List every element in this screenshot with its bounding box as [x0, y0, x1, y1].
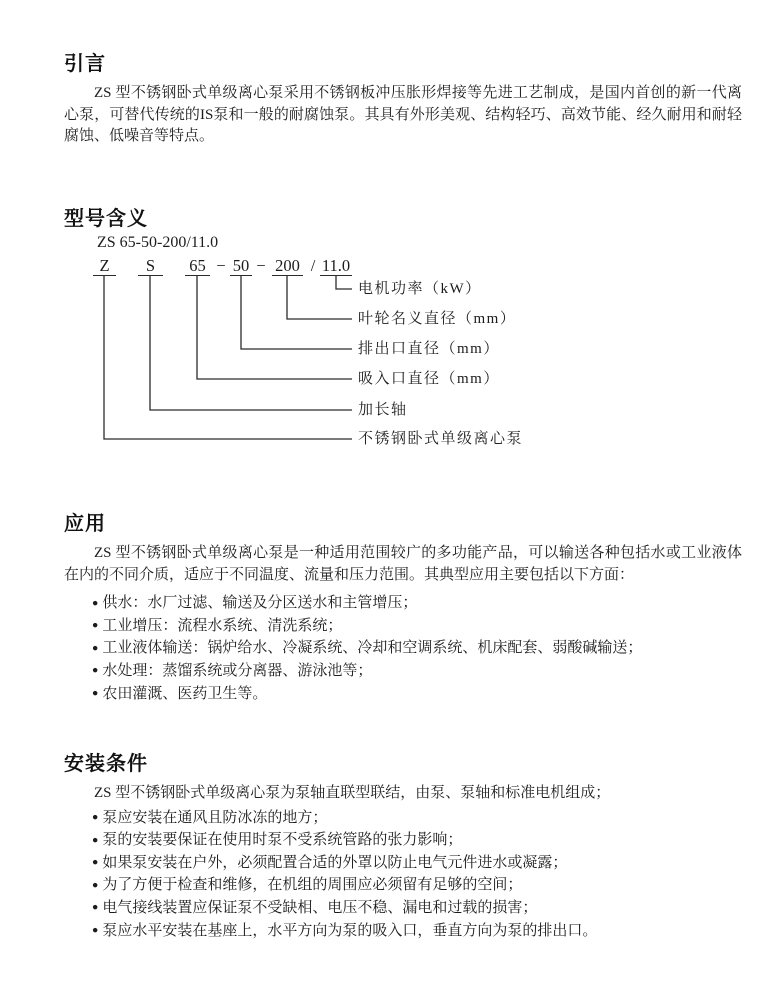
list-item — [92, 830, 742, 853]
bullet-icon: ● — [92, 857, 99, 869]
model-label-suction-diameter: 吸入口直径（mm） — [358, 371, 500, 387]
slash-separator: / — [310, 256, 316, 275]
list-item — [92, 684, 742, 707]
list-item — [92, 898, 742, 921]
bullet-icon: ● — [92, 642, 99, 654]
installation-list — [64, 808, 742, 944]
model-breakdown-diagram — [64, 256, 744, 456]
installation-paragraph: ZS 型不锈钢卧式单级离心泵为泵轴直联型联结，由泵、泵轴和标准电机组成； — [94, 785, 611, 801]
bullet-icon: ● — [92, 925, 99, 937]
bullet-icon: ● — [92, 620, 99, 632]
model-part-discharge: 50 — [230, 256, 252, 276]
model-label-discharge-diameter: 排出口直径（mm） — [358, 341, 500, 357]
list-item — [92, 875, 742, 898]
dash-separator: − — [216, 256, 226, 275]
bullet-icon: ● — [92, 834, 99, 846]
list-item — [92, 853, 742, 876]
dash-separator: − — [256, 256, 266, 275]
model-label-motor-power: 电机功率（kW） — [358, 281, 482, 297]
section-application — [64, 512, 742, 706]
list-item-text: 为了方便于检查和维修，在机组的周围应必须留有足够的空间； — [102, 877, 523, 894]
bullet-icon: ● — [92, 665, 99, 677]
heading-installation-conditions: 安装条件 — [64, 753, 148, 775]
list-item-text: 供水：水厂过滤、输送及分区送水和主管增压； — [102, 595, 418, 612]
bullet-icon: ● — [92, 902, 99, 914]
model-part-suction: 65 — [185, 256, 210, 276]
list-item — [92, 593, 742, 616]
model-part-impeller: 200 — [272, 256, 303, 276]
bullet-icon: ● — [92, 879, 99, 891]
model-label-impeller-diameter: 叶轮名义直径（mm） — [358, 311, 517, 327]
bullet-icon: ● — [92, 597, 99, 609]
list-item-text: 工业增压：流程水系统、清洗系统； — [102, 617, 343, 634]
model-code-example: ZS 65-50-200/11.0 — [97, 234, 219, 251]
list-item-text: 如果泵安装在户外，必须配置合适的外罩以防止电气元件进水或凝露； — [102, 854, 568, 871]
model-label-pump-type: 不锈钢卧式单级离心泵 — [358, 431, 524, 447]
list-item-text: 水处理：蒸馏系统或分离器、游泳池等； — [102, 662, 373, 679]
model-label-extended-shaft: 加长轴 — [358, 402, 408, 418]
list-item — [92, 808, 742, 831]
list-item — [92, 661, 742, 684]
list-item-text: 农田灌溉、医药卫生等。 — [102, 685, 268, 702]
application-paragraph: ZS 型不锈钢卧式单级离心泵是一种适用范围较广的多功能产品，可以输送各种包括水或工业液体在内的不同介质，适应于不同温度、流量和压力范围。其典型应用主要包括以下方面： — [64, 545, 742, 583]
heading-model-meaning: 型号含义 — [64, 208, 148, 230]
section-installation-conditions — [64, 752, 742, 943]
list-item-text: 电气接线装置应保证泵不受缺相、电压不稳、漏电和过载的损害； — [102, 899, 538, 916]
list-item — [92, 638, 742, 661]
model-part-s: S — [138, 256, 163, 276]
list-item — [92, 921, 742, 944]
section-introduction — [64, 52, 742, 148]
list-item-text: 泵的安装要保证在使用时泵不受系统管路的张力影响； — [102, 832, 463, 849]
bullet-icon: ● — [92, 812, 99, 824]
list-item-text: 泵应水平安装在基座上，水平方向为泵的吸入口，垂直方向为泵的排出口。 — [102, 922, 598, 939]
heading-introduction: 引言 — [64, 53, 106, 75]
introduction-paragraph: ZS 型不锈钢卧式单级离心泵采用不锈钢板冲压胀形焊接等先进工艺制成，是国内首创的新一代离心泵，可替代传统的IS泵和一般的耐腐蚀泵。其具有外形美观、结构轻巧、高效节能、经久耐用和耐轻腐蚀、低噪音等特点。 — [64, 85, 742, 145]
bullet-icon: ● — [92, 688, 99, 700]
list-item-text: 泵应安装在通风且防冰冻的地方； — [102, 809, 328, 826]
model-part-z: Z — [93, 256, 116, 276]
list-item — [92, 616, 742, 639]
application-list — [64, 593, 742, 706]
heading-application: 应用 — [64, 513, 106, 535]
list-item-text: 工业液体输送：锅炉给水、冷凝系统、冷却和空调系统、机床配套、弱酸碱输送； — [102, 640, 643, 657]
section-model-meaning — [64, 207, 742, 467]
model-part-power: 11.0 — [321, 256, 351, 275]
